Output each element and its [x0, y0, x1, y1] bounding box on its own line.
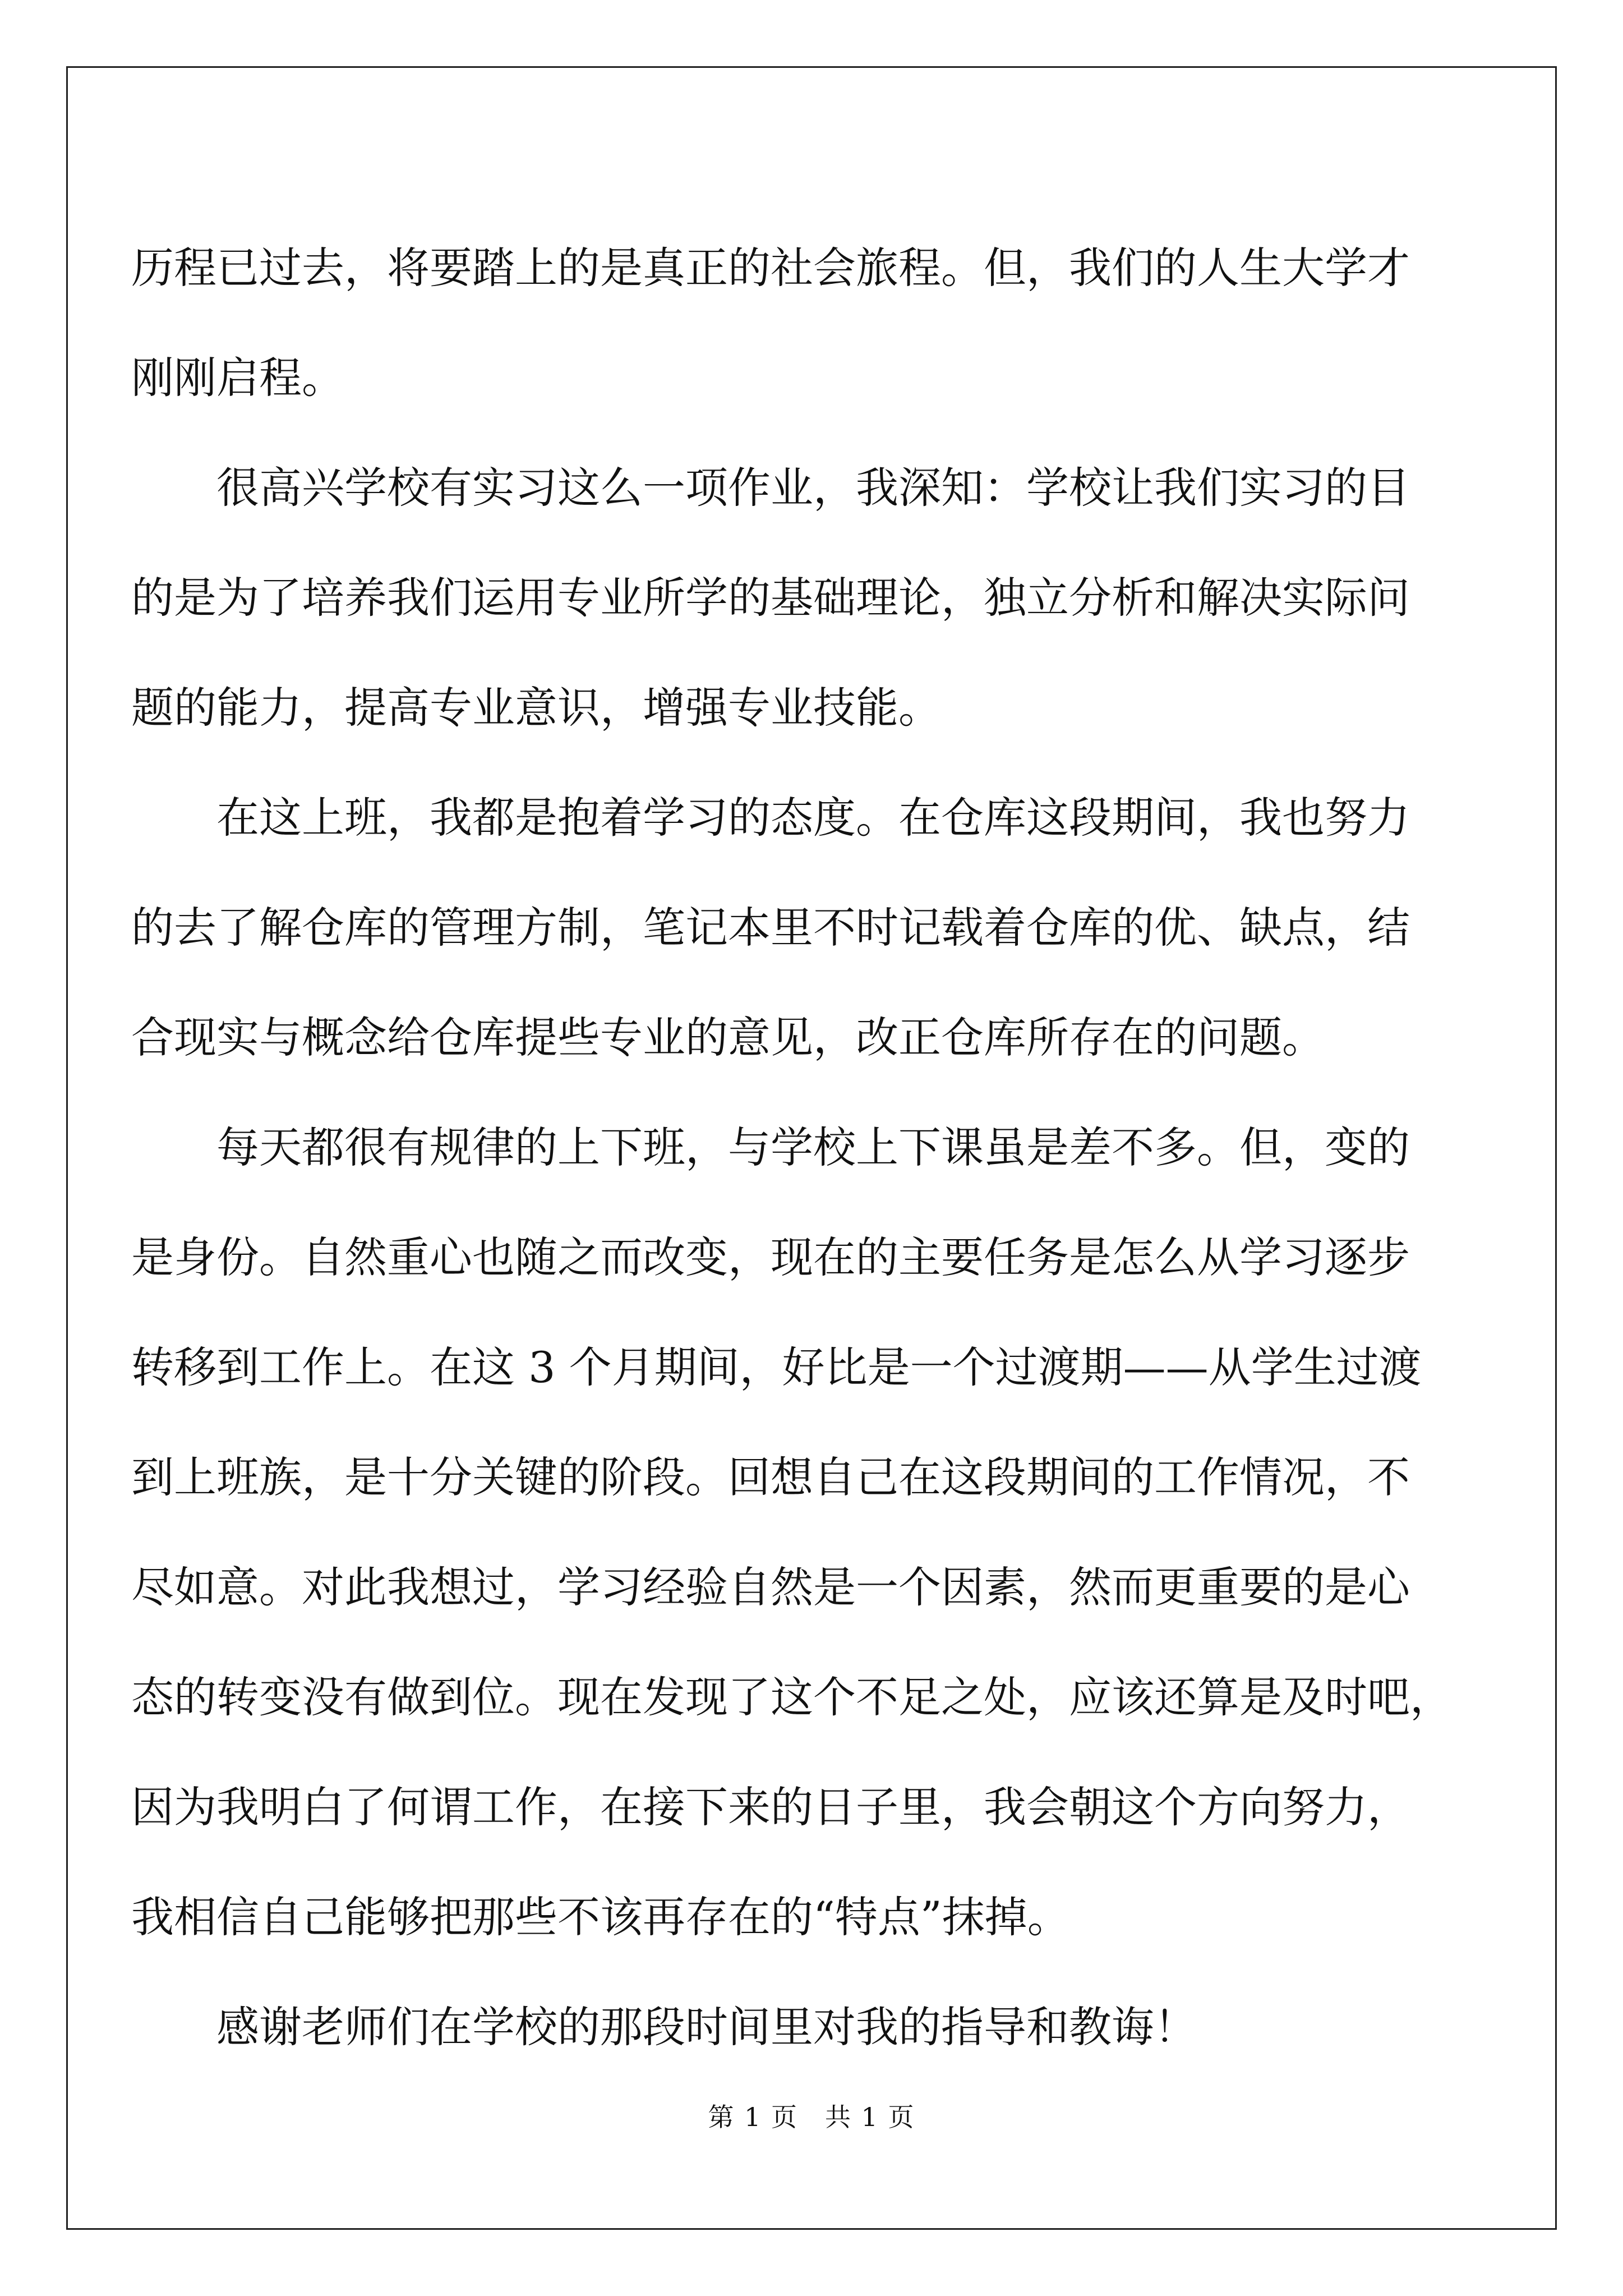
text-line-17: 感谢老师们在学校的那段时间里对我的指导和教诲！ [131, 2002, 1197, 2052]
page-footer: 第 1 页 共 1 页 [708, 2102, 915, 2132]
text-line-13: 尽如意。对此我想过，学习经验自然是一个因素，然而更重要的是心 [131, 1562, 1410, 1612]
text-line-12: 到上班族，是十分关键的阶段。回想自己在这段期间的工作情况，不 [131, 1452, 1410, 1502]
text-line-5: 题的能力，提高专业意识，增强专业技能。 [131, 683, 941, 733]
text-line-15: 因为我明白了何谓工作，在接下来的日子里，我会朝这个方向努力， [131, 1782, 1410, 1832]
text-line-14: 态的转变没有做到位。现在发现了这个不足之处，应该还算是及时吧， [131, 1672, 1453, 1722]
text-line-9: 每天都很有规律的上下班，与学校上下课虽是差不多。但，变的 [131, 1122, 1410, 1172]
text-line-10: 是身份。自然重心也随之而改变，现在的主要任务是怎么从学习逐步 [131, 1232, 1410, 1282]
text-line-3: 很高兴学校有实习这么一项作业，我深知：学校让我们实习的目 [131, 463, 1410, 513]
text-line-8: 合现实与概念给仓库提些专业的意见，改正仓库所存在的问题。 [131, 1013, 1325, 1062]
text-line-16: 我相信自己能够把那些不该再存在的“特点”抹掉。 [131, 1892, 1070, 1942]
text-line-4: 的是为了培养我们运用专业所学的基础理论，独立分析和解决实际问 [131, 573, 1410, 623]
text-line-7: 的去了解仓库的管理方制，笔记本里不时记载着仓库的优、缺点，结 [131, 903, 1410, 953]
document-body [131, 213, 1453, 2082]
text-line-6: 在这上班，我都是抱着学习的态度。在仓库这段期间，我也努力 [131, 793, 1410, 843]
text-line-1: 历程已过去，将要踏上的是真正的社会旅程。但，我们的人生大学才 [131, 243, 1410, 293]
text-line-2: 刚刚启程。 [131, 353, 344, 403]
text-line-11: 转移到工作上。在这 3 个月期间，好比是一个过渡期——从学生过渡 [131, 1342, 1422, 1392]
